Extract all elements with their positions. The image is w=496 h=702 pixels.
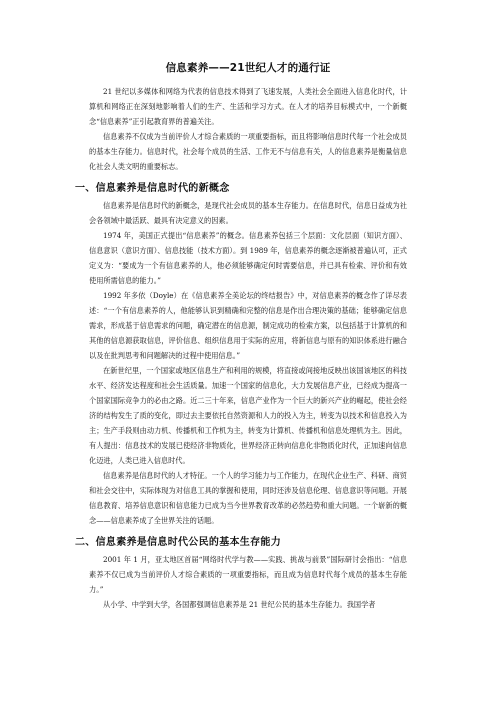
body-paragraph: 1974 年，美国正式提出“信息素养”的概念。信息素养包括三个层面：文化层面（知识方面）、信息意识（意识方面）、信息技能（技术方面）。到 1989 年，信息素养的概念逐渐被普遍认可，正式定义为：“要成为一个有信息素养的人，他必须能够确定何时需要信息，并已具有检索、评价和有效使用所需信息的能力。” [89,231,407,285]
body-paragraph: 从小学、中学到大学，各国都强调信息素养是 21 世纪公民的基本生存能力。我国学者 [103,600,376,609]
section-heading: 二、信息素养是信息时代公民的基本生存能力 [75,537,281,548]
body-paragraph: 1992 年多依（Doyle）在《信息素养全美论坛的终结报告》中，对信息素养的概念作了详尽表述：“一个有信息素养的人，他能够认识到精确和完整的信息是作出合理决策的基础；能够确定信息需求，形成基于信息需求的问题，确定潜在的信息源，制定成功的检索方案，以包括基于计算机的和其他的信息源获取信息，评价信息、组织信息用于实际的应用，将新信息与原有的知识体系进行融合以及在批判思考和问题解决的过程中使用信息。” [89,291,407,360]
document-page [75,60,407,612]
section-heading: 一、信息素养是信息时代的新概念 [75,183,230,194]
document-title: 信息素养——21世纪人才的通行证 [165,62,331,74]
intro-paragraph: 21 世纪以多媒体和网络为代表的信息技术得到了飞速发展，人类社会全面进入信息化时代，计算机和网络正在深刻地影响着人们的生产、生活和学习方式。在人才的培养目标模式中，一个新概念“信息素养”正引起教育界的普遍关注。 [89,87,407,126]
body-paragraph: 信息素养是信息时代的人才特征。一个人的学习能力与工作能力，在现代企业生产、科研、商贸和社会交往中，实际体现为对信息工具的掌握和使用，同时还涉及信息伦理、信息意识等问题。开展信息教育、培养信息意识和信息能力已成为当今世界教育改革的必然趋势和重大问题。一个崭新的概念——信息素养成了全世界关注的话题。 [89,471,407,525]
body-paragraph: 2001 年 1 月，亚太地区首届“网络时代学与教——实践、挑战与前景”国际研讨会指出：“信息素养不仅已成为当前评价人才综合素质的一项重要指标，而且成为信息时代每个成员的基本生存能力。” [89,555,407,594]
body-paragraph: 信息素养是信息时代的新概念，是现代社会成员的基本生存能力。在信息时代，信息日益成为社会各领域中最活跃、最具有决定意义的因素。 [89,201,407,225]
body-paragraph: 在新世纪里，一个国家或地区信息生产和利用的规模，将直接或间接地反映出该国该地区的科技水平、经济发达程度和社会生活质量。加速一个国家的信息化，大力发展信息产业，已经成为提高一个国家国际竞争力的必由之路。近二三十年来，信息产业作为一个巨大的新兴产业的崛起，使社会经济的结构发生了质的变化，即过去主要依托自然资源和人力的投入为主，转变为以技术和信息投入为主；生产手段则由动力机、传播机和工作机为主，转变为计算机、传播机和信息处理机为主。因此，有人提出：信息技术的发展已使经济非物质化，世界经济正转向信息化非物质化时代，正加速向信息化迈进，人类已进入信息时代。 [89,366,407,465]
intro-paragraph: 信息素养不仅成为当前评价人才综合素质的一项重要指标，而且将影响信息时代每一个社会成员的基本生存能力。信息时代，社会每个成员的生活、工作无不与信息有关，人的信息素养是衡量信息化社会人类文明的重要标志。 [89,132,407,171]
